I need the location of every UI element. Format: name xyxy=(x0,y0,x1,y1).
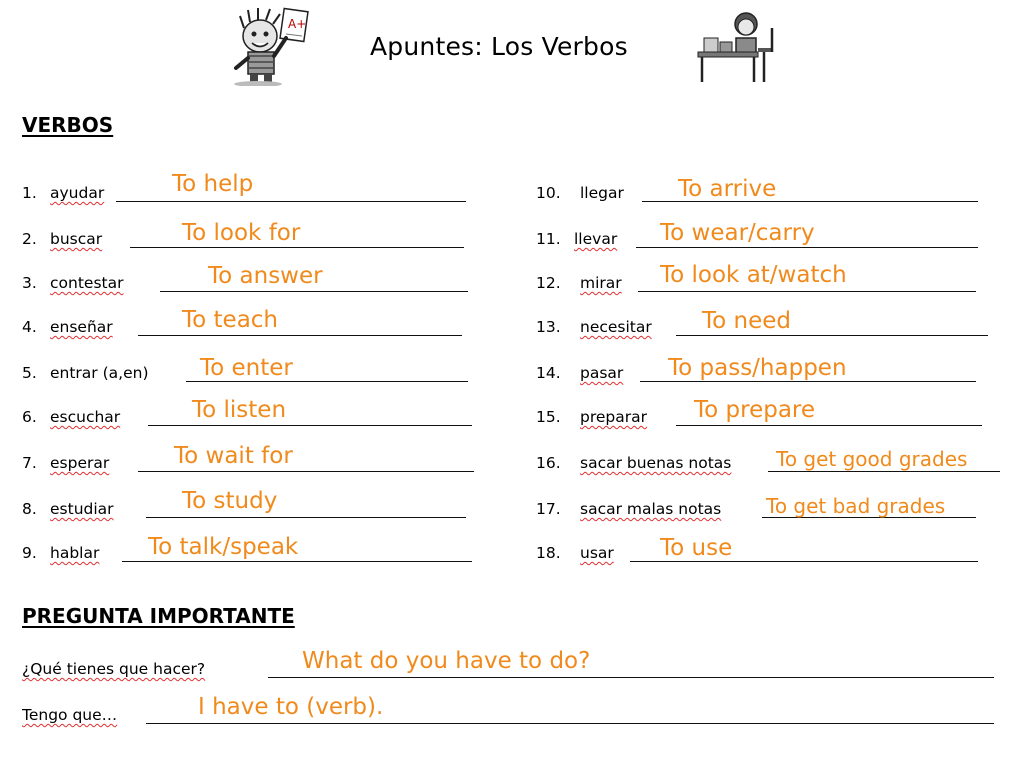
verb-word: ayudar xyxy=(50,184,105,202)
question-label: Tengo que… xyxy=(22,706,118,724)
verb-word: sacar buenas notas xyxy=(580,454,732,472)
verb-answer: To look at/watch xyxy=(660,262,847,288)
verb-row xyxy=(536,262,982,296)
verb-answer: To look for xyxy=(182,220,301,246)
answer-line[interactable] xyxy=(138,471,474,472)
verb-number: 3. xyxy=(22,274,37,292)
verb-row xyxy=(536,356,982,386)
verb-word: escuchar xyxy=(50,408,121,426)
verb-answer: To listen xyxy=(192,397,287,423)
answer-line[interactable] xyxy=(630,561,978,562)
answer-line[interactable] xyxy=(640,381,976,382)
verb-number: 6. xyxy=(22,408,37,426)
verb-answer: To enter xyxy=(200,355,293,381)
verb-number: 16. xyxy=(536,454,561,472)
answer-line[interactable] xyxy=(138,335,462,336)
verb-number: 7. xyxy=(22,454,37,472)
verb-row xyxy=(22,222,472,252)
verb-number: 11. xyxy=(536,230,561,248)
question-row xyxy=(22,648,997,682)
answer-line[interactable] xyxy=(122,561,472,562)
answer-line[interactable] xyxy=(146,517,466,518)
answer-line[interactable] xyxy=(148,425,472,426)
verb-row xyxy=(536,446,1006,476)
verb-answer: To pass/happen xyxy=(668,355,847,381)
verb-answer: To wear/carry xyxy=(660,220,815,246)
verb-answer: To talk/speak xyxy=(148,534,299,560)
verb-answer: To prepare xyxy=(694,397,816,423)
verb-row xyxy=(22,397,477,430)
verb-word: buscar xyxy=(50,230,103,248)
verb-word: llevar xyxy=(574,230,618,248)
answer-line[interactable] xyxy=(130,247,464,248)
question-label: ¿Qué tienes que hacer? xyxy=(22,660,206,678)
verb-answer: To wait for xyxy=(174,443,293,469)
student-at-desk-clipart xyxy=(694,8,776,86)
answer-line[interactable] xyxy=(636,247,978,248)
verb-row xyxy=(536,176,982,206)
verb-row xyxy=(22,488,472,522)
question-answer: What do you have to do? xyxy=(302,648,591,674)
verb-answer: To need xyxy=(702,308,792,334)
verb-number: 12. xyxy=(536,274,561,292)
verb-row xyxy=(536,397,986,430)
verb-number: 4. xyxy=(22,318,37,336)
answer-line[interactable] xyxy=(146,723,994,724)
verb-row xyxy=(536,536,982,566)
answer-line[interactable] xyxy=(268,677,994,678)
verb-number: 17. xyxy=(536,500,561,518)
verb-number: 14. xyxy=(536,364,561,382)
verb-word: necesitar xyxy=(580,318,652,336)
question-row xyxy=(22,694,997,728)
verb-word: enseñar xyxy=(50,318,113,336)
verb-number: 13. xyxy=(536,318,561,336)
answer-line[interactable] xyxy=(676,335,988,336)
verb-answer: To teach xyxy=(182,307,279,333)
verb-word: preparar xyxy=(580,408,647,426)
verbos-heading: VERBOS xyxy=(22,113,114,137)
answer-line[interactable] xyxy=(638,291,976,292)
verb-answer: To answer xyxy=(208,263,323,289)
verb-answer: To arrive xyxy=(678,176,777,202)
verb-word: mirar xyxy=(580,274,622,292)
pregunta-heading: PREGUNTA IMPORTANTE xyxy=(22,604,295,628)
verb-row xyxy=(22,307,472,340)
verb-answer: To help xyxy=(172,171,254,197)
page-title: Apuntes: Los Verbos xyxy=(370,32,628,61)
verb-word: entrar (a,en) xyxy=(50,364,149,382)
verb-row xyxy=(536,222,982,252)
verb-number: 2. xyxy=(22,230,37,248)
answer-line[interactable] xyxy=(160,291,468,292)
verb-word: estudiar xyxy=(50,500,114,518)
verb-word: esperar xyxy=(50,454,110,472)
verb-number: 10. xyxy=(536,184,561,202)
verb-answer: To get good grades xyxy=(776,447,968,471)
verb-word: sacar malas notas xyxy=(580,500,722,518)
verb-word: pasar xyxy=(580,364,624,382)
answer-line[interactable] xyxy=(116,201,466,202)
verb-number: 15. xyxy=(536,408,561,426)
verb-number: 1. xyxy=(22,184,37,202)
verb-answer: To get bad grades xyxy=(766,494,946,518)
student-holding-paper-clipart xyxy=(228,6,310,86)
verb-word: contestar xyxy=(50,274,124,292)
verb-row xyxy=(22,536,477,566)
verb-word: usar xyxy=(580,544,614,562)
verb-row xyxy=(22,171,472,206)
verb-row xyxy=(536,492,986,522)
verb-answer: To study xyxy=(182,488,278,514)
svg-text:A+: A+ xyxy=(288,17,307,31)
verb-answer: To use xyxy=(660,535,733,561)
verb-number: 8. xyxy=(22,500,37,518)
answer-line[interactable] xyxy=(676,425,982,426)
verb-number: 5. xyxy=(22,364,37,382)
verb-row xyxy=(22,263,472,296)
question-answer: I have to (verb). xyxy=(198,694,384,720)
verb-number: 9. xyxy=(22,544,37,562)
verb-row xyxy=(22,443,477,476)
answer-line[interactable] xyxy=(186,381,468,382)
verb-word: llegar xyxy=(580,184,624,202)
verb-row xyxy=(22,356,472,386)
verb-row xyxy=(536,310,992,340)
verb-number: 18. xyxy=(536,544,561,562)
verb-word: hablar xyxy=(50,544,100,562)
answer-line[interactable] xyxy=(768,471,1000,472)
